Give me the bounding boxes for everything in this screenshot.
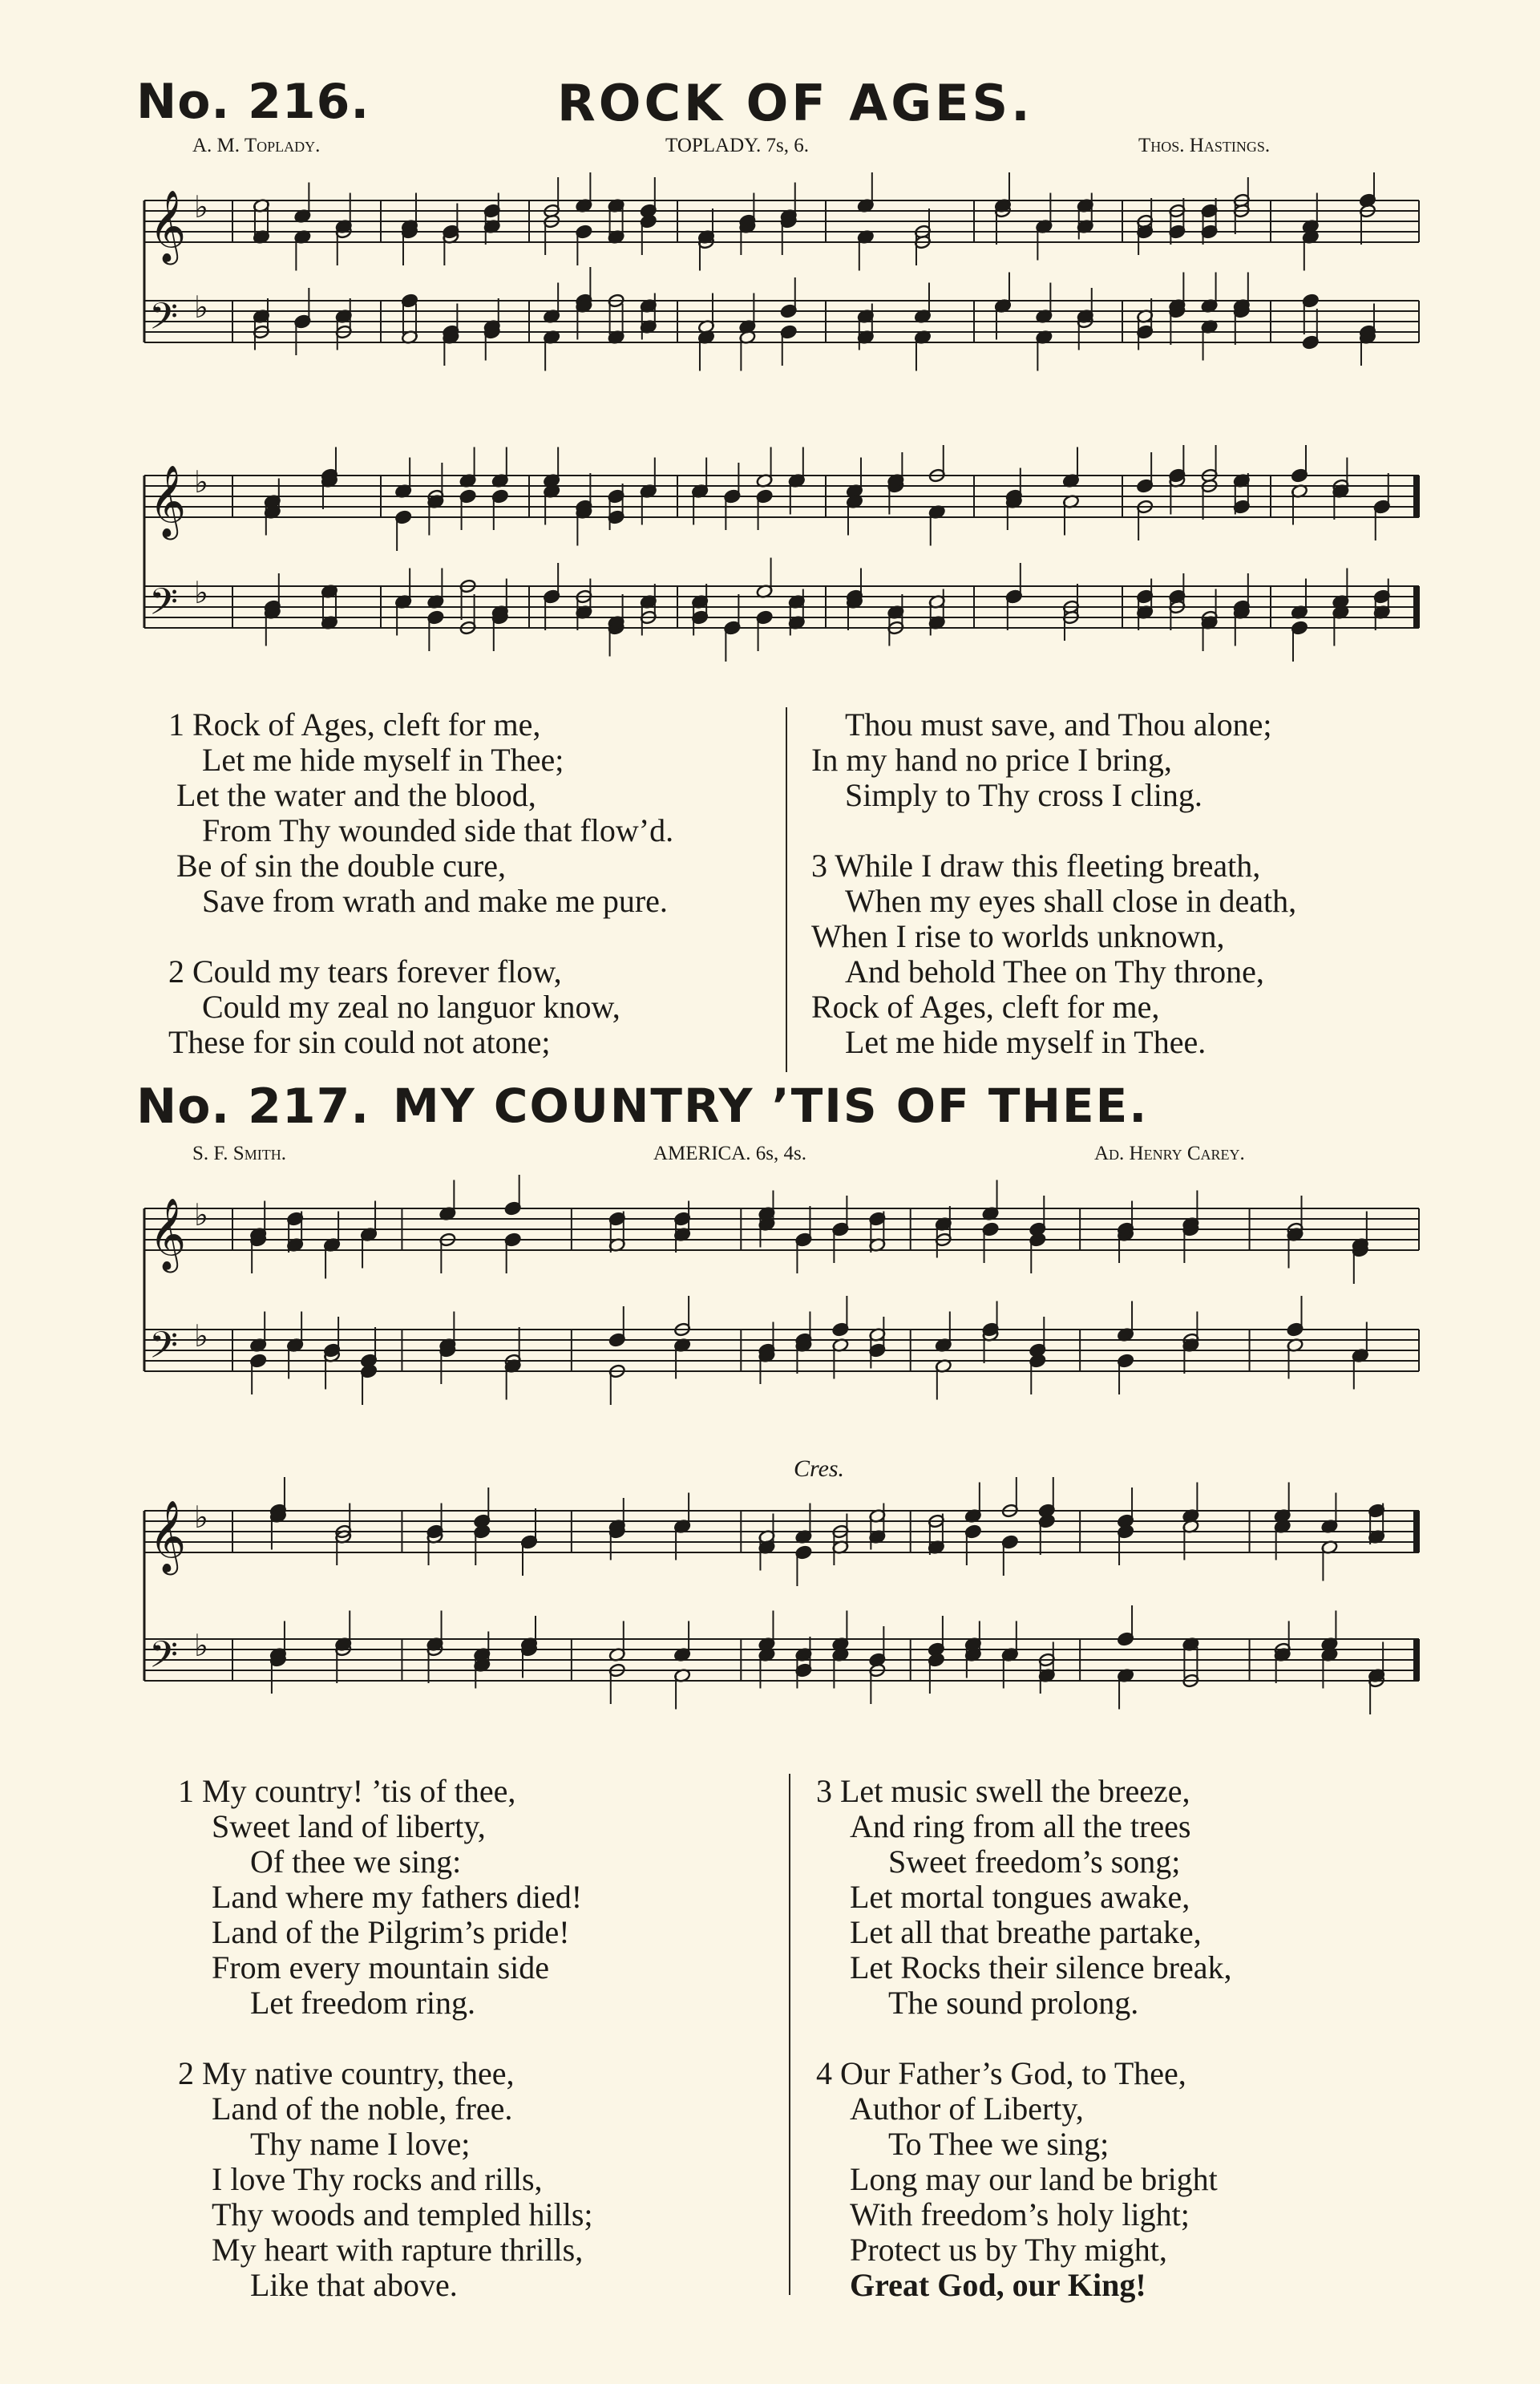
verse-text: Rock of Ages, cleft for me,: [192, 706, 541, 743]
svg-text:𝄞: 𝄞: [149, 1500, 187, 1572]
verse-line: Let me hide myself in Thee.: [845, 1024, 1207, 1060]
verse-text: My native country, thee,: [202, 2055, 515, 2091]
tune-credit: AMERICA. 6s, 4s.: [653, 1143, 806, 1164]
verse-3: [811, 848, 1421, 1060]
verse-line: Sweet land of liberty,: [212, 1808, 486, 1844]
verse-line: Like that above.: [250, 2267, 458, 2303]
verse-line: Let me hide myself in Thee;: [202, 742, 564, 778]
svg-text:♭: ♭: [194, 1317, 208, 1354]
verse-2: [168, 954, 778, 1060]
column-divider: [786, 707, 787, 1072]
verse-line: Author of Liberty,: [850, 2091, 1084, 2127]
verse-text: While I draw this fleeting breath,: [835, 848, 1261, 884]
verse-line: Let mortal tongues awake,: [850, 1879, 1190, 1915]
verse-line: And ring from all the trees: [850, 1808, 1191, 1844]
music-system-217-1: [136, 1175, 1427, 1455]
author-credit: A. M. Toplady.: [192, 135, 321, 156]
verse-line: [168, 707, 778, 743]
verse-line: Protect us by Thy might,: [850, 2232, 1167, 2268]
verse-line: [168, 954, 778, 990]
hymn-number: No. 217.: [136, 1079, 370, 1135]
verse-line: From every mountain side: [212, 1949, 550, 1985]
verse-line: Of thee we sing:: [250, 1844, 462, 1880]
verse-line: I love Thy rocks and rills,: [212, 2161, 543, 2197]
svg-text:♭: ♭: [194, 574, 208, 610]
music-score: [136, 1175, 1427, 1455]
svg-text:♭: ♭: [194, 1196, 208, 1232]
verse-line: [816, 1774, 1425, 1809]
verse-line: Land where my fathers died!: [212, 1879, 583, 1915]
verse-line: Could my zeal no languor know,: [202, 989, 620, 1025]
verse-line: [811, 848, 1421, 884]
verse-3: [816, 1774, 1425, 2021]
verse-line: When I rise to worlds unknown,: [811, 918, 1225, 954]
verse-line: Be of sin the double cure,: [176, 848, 506, 884]
svg-text:𝄢: 𝄢: [149, 1324, 179, 1376]
verse-line: Thou must save, and Thou alone;: [845, 706, 1272, 743]
hymn-216-verses-right: [811, 707, 1421, 1095]
verse-line: Let the water and the blood,: [176, 777, 536, 813]
verse-1: [168, 707, 778, 919]
hymn-217-header: [136, 1079, 1435, 1167]
hymn-217-verses-left: [178, 1774, 787, 2338]
svg-text:𝄢: 𝄢: [149, 581, 179, 633]
author-credit: S. F. Smith.: [192, 1143, 286, 1164]
music-system-216-2: [136, 445, 1427, 702]
verse-line: Let Rocks their silence break,: [850, 1949, 1232, 1985]
verse-number: 1: [178, 1773, 194, 1809]
svg-text:♭: ♭: [194, 1627, 208, 1663]
verse-1: [178, 1774, 787, 2021]
verse-text: Our Father’s God, to Thee,: [840, 2055, 1186, 2091]
svg-text:𝄢: 𝄢: [149, 1633, 179, 1686]
staff-engraving: [144, 1175, 1419, 1405]
svg-text:𝄞: 𝄞: [149, 1198, 187, 1270]
verse-line: These for sin could not atone;: [168, 1024, 551, 1060]
verse-line: Land of the Pilgrim’s pride!: [212, 1914, 570, 1950]
music-score: [136, 1475, 1427, 1772]
svg-text:𝄞: 𝄞: [149, 465, 187, 537]
verse-number: 2: [178, 2055, 194, 2091]
verse-line: Land of the noble, free.: [212, 2091, 513, 2127]
hymn-title: MY COUNTRY ’TIS OF THEE.: [393, 1079, 1149, 1133]
verse-line: [816, 2056, 1425, 2091]
verse-line: To Thee we sing;: [888, 2126, 1110, 2162]
verse-line: Long may our land be bright: [850, 2161, 1218, 2197]
verse-number: 2: [168, 953, 184, 990]
svg-text:𝄢: 𝄢: [149, 295, 179, 347]
verse-2-continued: [811, 707, 1421, 813]
verse-4: [816, 2056, 1425, 2303]
tune-credit: TOPLADY. 7s, 6.: [665, 135, 809, 156]
svg-text:♭: ♭: [194, 188, 208, 225]
verse-line: Simply to Thy cross I cling.: [845, 777, 1202, 813]
verse-line: When my eyes shall close in death,: [845, 883, 1297, 919]
music-score: [136, 445, 1427, 702]
verse-line: Sweet freedom’s song;: [888, 1844, 1181, 1880]
verse-number: 3: [816, 1773, 832, 1809]
verse-number: 1: [168, 706, 184, 743]
staff-engraving: [144, 445, 1419, 662]
music-system-217-2: [136, 1475, 1427, 1772]
composer-credit: Ad. Henry Carey.: [1094, 1143, 1245, 1164]
hymn-216-verses-left: [168, 707, 778, 1095]
column-divider: [789, 1774, 790, 2295]
composer-credit: Thos. Hastings.: [1138, 135, 1271, 156]
hymn-title: ROCK OF AGES.: [557, 74, 1033, 132]
verse-line: Let all that breathe partake,: [850, 1914, 1202, 1950]
svg-text:♭: ♭: [194, 463, 208, 500]
verse-line: Thy woods and templed hills;: [212, 2196, 593, 2232]
verse-text: Let music swell the breeze,: [840, 1773, 1190, 1809]
svg-text:𝄞: 𝄞: [149, 190, 187, 262]
verse-2: [178, 2056, 787, 2303]
verse-line: Great God, our King!: [850, 2267, 1146, 2303]
verse-line: With freedom’s holy light;: [850, 2196, 1190, 2232]
verse-line: In my hand no price I bring,: [811, 742, 1172, 778]
verse-line: [178, 2056, 787, 2091]
crescendo-marking: Cres.: [794, 1455, 845, 1482]
verse-line: And behold Thee on Thy throne,: [845, 953, 1264, 990]
verse-line: Rock of Ages, cleft for me,: [811, 989, 1160, 1025]
hymn-217-verses-right: [816, 1774, 1425, 2338]
verse-line: Save from wrath and make me pure.: [202, 883, 668, 919]
verse-text: My country! ’tis of thee,: [202, 1773, 516, 1809]
verse-line: From Thy wounded side that flow’d.: [202, 812, 674, 848]
hymn-216-header: [136, 74, 1435, 162]
hymn-number: No. 216.: [136, 74, 370, 130]
verse-line: My heart with rapture thrills,: [212, 2232, 584, 2268]
staff-engraving: [144, 172, 1419, 371]
svg-text:♭: ♭: [194, 1499, 208, 1535]
verse-number: 4: [816, 2055, 832, 2091]
staff-engraving: [144, 1477, 1419, 1714]
verse-line: Let freedom ring.: [250, 1985, 475, 2021]
verse-line: The sound prolong.: [888, 1985, 1139, 2021]
music-score: [136, 172, 1427, 405]
verse-line: Thy name I love;: [250, 2126, 471, 2162]
svg-text:♭: ♭: [194, 289, 208, 325]
verse-text: Could my tears forever flow,: [192, 953, 562, 990]
music-system-216-1: [136, 172, 1427, 405]
verse-number: 3: [811, 848, 827, 884]
verse-line: [178, 1774, 787, 1809]
